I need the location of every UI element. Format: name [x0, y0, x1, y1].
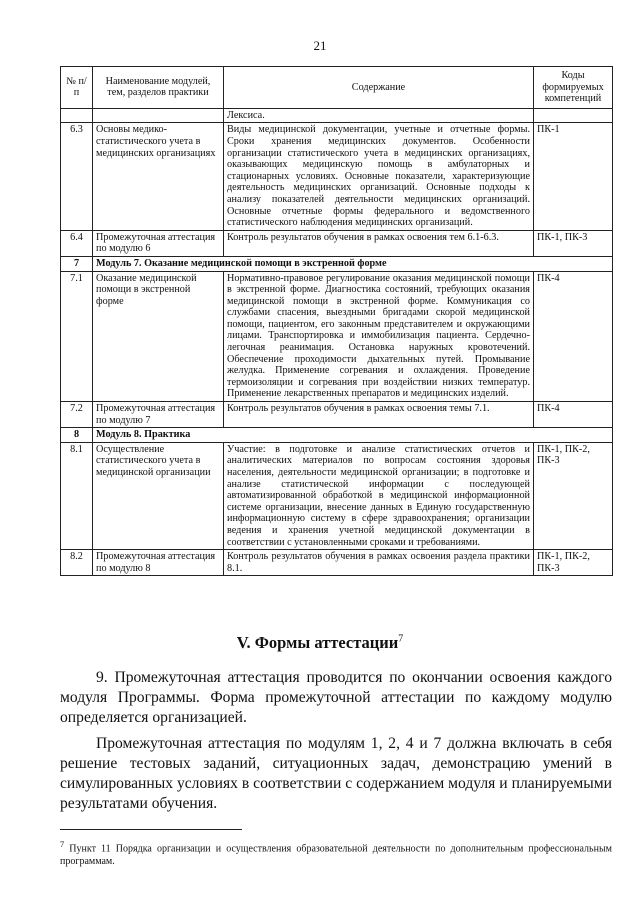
row-codes: ПК-4 — [534, 271, 613, 402]
row-content: Лексиса. — [224, 108, 534, 123]
footnote — [60, 839, 612, 868]
table-row — [61, 402, 613, 428]
module-number: 7 — [61, 256, 93, 271]
row-codes: ПК-1, ПК-3 — [534, 230, 613, 256]
section-title — [0, 633, 640, 653]
footnote-text: Пункт 11 Порядка организации и осуществления образовательной деятельности по дополнительным профессиональным программам. — [60, 843, 612, 867]
table-row — [61, 123, 613, 230]
row-content: Контроль результатов обучения в рамках освоения темы 7.1. — [224, 402, 534, 428]
module-number: 8 — [61, 428, 93, 443]
row-codes: ПК-1, ПК-2, ПК-3 — [534, 442, 613, 549]
row-content: Виды медицинской документации, учетные и отчетные формы. Сроки хранения медицинских документов. Особенности организации статистического учета в медицинских организациях, оказывающих медицинскую помощь в амбулаторных и стационарных условиях. Основные показатели, характеризующие деятельность медицинских организаций. Основные подходы к анализу показателей деятельности медицинских организаций. Основные отчетные формы федерального и ведомственного статистического наблюдения медицинских организаций. — [224, 123, 534, 230]
row-number: 7.2 — [61, 402, 93, 428]
program-table — [60, 66, 613, 576]
row-codes — [534, 108, 613, 123]
table-row — [61, 550, 613, 576]
row-content: Контроль результатов обучения в рамках освоения тем 6.1-6.3. — [224, 230, 534, 256]
module-title: Модуль 8. Практика — [93, 428, 613, 443]
row-number: 6.4 — [61, 230, 93, 256]
row-number: 6.3 — [61, 123, 93, 230]
row-number: 8.1 — [61, 442, 93, 549]
footnote-mark: 7 — [60, 840, 65, 849]
section-title-text: V. Формы аттестации — [236, 633, 399, 652]
table-row — [61, 271, 613, 402]
row-name — [93, 108, 224, 123]
row-name: Промежуточная аттестация по модулю 6 — [93, 230, 224, 256]
paragraph-1: 9. Промежуточная аттестация проводится по окончании освоения каждого модуля Программы. Форма промежуточной аттестации по каждому модулю определяется организацией. — [60, 669, 612, 726]
header-name: Наименование модулей, тем, разделов практики — [93, 67, 224, 109]
module-row — [61, 256, 613, 271]
module-row — [61, 428, 613, 443]
row-content: Нормативно-правовое регулирование оказания медицинской помощи в экстренной форме. Диагностика состояний, требующих оказания медицинской помощи в экстренной форме. Коммуникация со службами спасения, выездными бригадами скорой медицинской помощи, пациентом, его законным представителем и окружающими лицами. Транспортировка и иммобилизация пациента. Сердечно-легочная реанимация. Остановка наружных кровотечений. Обеспечение проходимости дыхательных путей. Промывание желудка. Применение согревания и охлаждения. Проведение термоизоляции и согревания при воздействии низких температур. Применение лекарственных препаратов и медицинских изделий. — [224, 271, 534, 402]
row-name: Промежуточная аттестация по модулю 8 — [93, 550, 224, 576]
page-number: 21 — [313, 38, 327, 53]
header-content: Содержание — [224, 67, 534, 109]
table-row — [61, 108, 613, 123]
row-number — [61, 108, 93, 123]
row-content: Контроль результатов обучения в рамках освоения раздела практики 8.1. — [224, 550, 534, 576]
row-codes: ПК-4 — [534, 402, 613, 428]
module-title: Модуль 7. Оказание медицинской помощи в экстренной форме — [93, 256, 613, 271]
row-codes: ПК-1 — [534, 123, 613, 230]
row-number: 8.2 — [61, 550, 93, 576]
table-row — [61, 230, 613, 256]
table-body — [61, 108, 613, 576]
header-codes: Коды формируемых компетенций — [534, 67, 613, 109]
header-num: № п/п — [61, 67, 93, 109]
row-name: Основы медико-статистического учета в медицинских организациях — [93, 123, 224, 230]
footnote-divider — [60, 829, 242, 830]
paragraph-2: Промежуточная аттестация по модулям 1, 2, 4 и 7 должна включать в себя решение тестовых заданий, ситуационных задач, демонстрацию умений в симулированных условиях в соответствии с содержанием модуля и планируемыми результатами обучения. — [60, 735, 612, 812]
footnote-ref: 7 — [398, 633, 404, 645]
row-name: Промежуточная аттестация по модулю 7 — [93, 402, 224, 428]
table-header-row — [61, 67, 613, 109]
row-name: Осуществление статистического учета в медицинской организации — [93, 442, 224, 549]
row-codes: ПК-1, ПК-2, ПК-3 — [534, 550, 613, 576]
row-number: 7.1 — [61, 271, 93, 402]
row-content: Участие: в подготовке и анализе статистических отчетов и аналитических материалов по вопросам состояния здоровья населения, деятельности медицинской организации; в подготовке и анализе статистической информации с последующей автоматизированной обработкой в медицинской информационной системе организации, внесение данных в Единую государственную информационную систему в сфере здравоохранения; организации ведения и хранения учетной медицинской документации в соответствии с установленными сроками и требованиями. — [224, 442, 534, 549]
row-name: Оказание медицинской помощи в экстренной форме — [93, 271, 224, 402]
table-row — [61, 442, 613, 549]
